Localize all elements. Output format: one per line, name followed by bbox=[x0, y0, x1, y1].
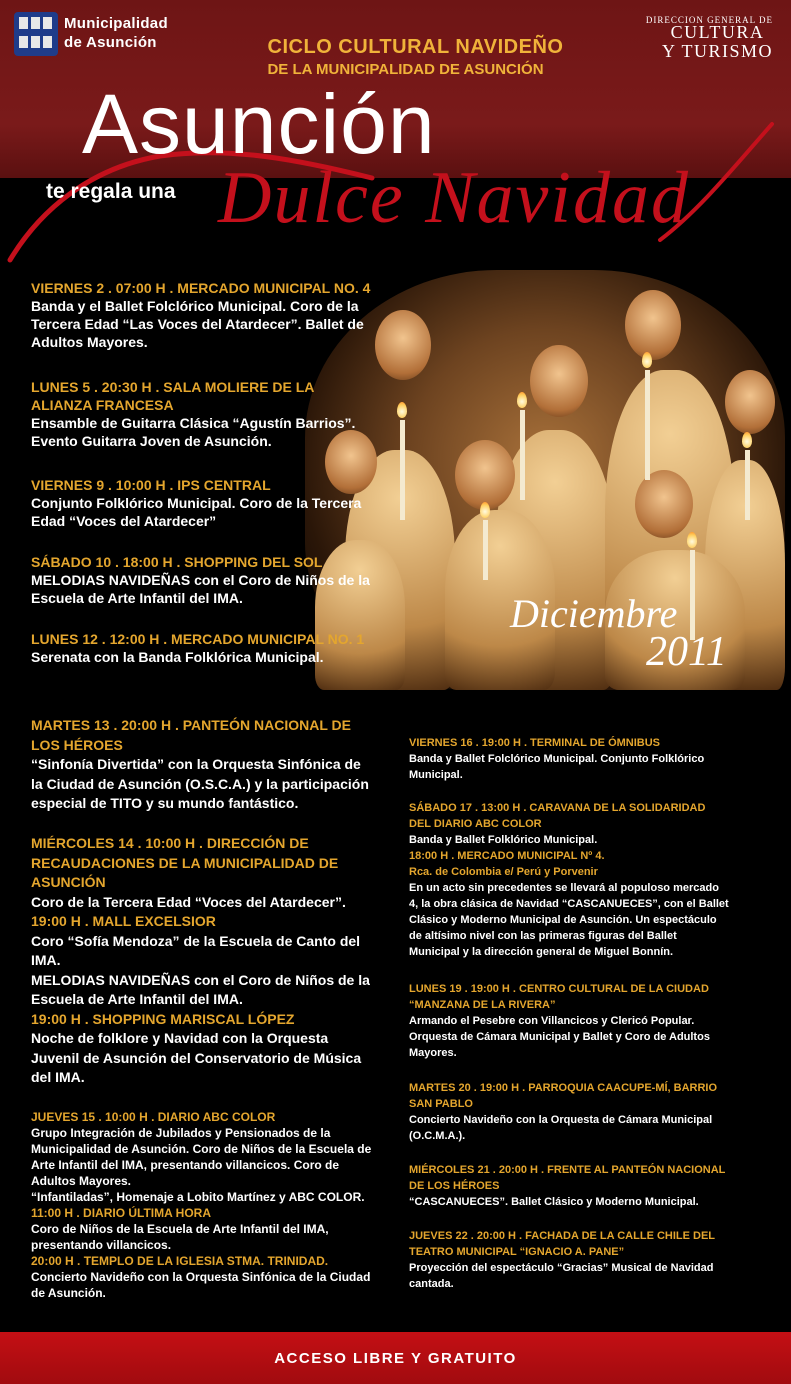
event-heading: ASUNCIÓN bbox=[31, 874, 106, 890]
event-description: Adultos Mayores. bbox=[31, 1174, 132, 1188]
date-month: Diciembre bbox=[510, 591, 678, 636]
date-year: 2011 bbox=[646, 629, 727, 675]
event-block bbox=[31, 553, 370, 607]
event-block bbox=[31, 378, 355, 450]
cycle-title: CICLO CULTURAL NAVIDEÑO bbox=[267, 36, 564, 58]
event-description: (O.C.M.A.). bbox=[409, 1130, 466, 1142]
event-heading: DEL DIARIO ABC COLOR bbox=[409, 818, 542, 830]
event-block bbox=[409, 1080, 717, 1144]
event-description: Mayores. bbox=[409, 1047, 457, 1059]
event-description: Banda y Ballet Folklórico Municipal. bbox=[409, 834, 598, 846]
event-block bbox=[31, 1109, 371, 1301]
event-heading: MIÉRCOLES 14 . 10:00 H . DIRECCIÓN DE bbox=[31, 835, 309, 851]
event-heading: 19:00 H . SHOPPING MARISCAL LÓPEZ bbox=[31, 1010, 295, 1027]
subtitle: te regala una bbox=[46, 180, 176, 203]
event-heading: TEATRO MUNICIPAL “IGNACIO A. PANE” bbox=[409, 1246, 625, 1258]
event-description: Arte Infantil del IMA, presentando villancicos. Coro de bbox=[31, 1158, 340, 1172]
event-description: “CASCANUECES”. Ballet Clásico y Moderno Municipal. bbox=[409, 1196, 699, 1208]
event-block bbox=[31, 630, 364, 666]
cycle-subtitle: DE LA MUNICIPALIDAD DE ASUNCIÓN bbox=[267, 61, 544, 78]
department-line: Y TURISMO bbox=[661, 41, 773, 61]
event-block bbox=[31, 716, 369, 814]
event-description: de altísimo nivel con las primeras figuras del Ballet bbox=[409, 930, 677, 942]
event-heading: VIERNES 16 . 19:00 H . TERMINAL DE ÓMNIBUS bbox=[409, 737, 661, 749]
municipality-line: de Asunción bbox=[64, 34, 157, 51]
event-heading: “MANZANA DE LA RIVERA” bbox=[409, 999, 556, 1011]
event-description: Orquesta de Cámara Municipal y Ballet y Coro de Adultos bbox=[409, 1031, 710, 1043]
event-block bbox=[409, 1228, 715, 1292]
main-title: Asunción bbox=[82, 77, 436, 171]
event-description: Noche de folklore y Navidad con la Orquesta bbox=[31, 1030, 329, 1046]
event-block bbox=[31, 476, 361, 530]
event-description: Municipal. bbox=[409, 769, 463, 781]
event-description: En un acto sin precedentes se llevará al populoso mercado bbox=[409, 882, 719, 894]
event-heading: DE LOS HÉROES bbox=[409, 1180, 500, 1192]
event-heading: VIERNES 9 . 10:00 H . IPS CENTRAL bbox=[31, 477, 271, 493]
event-description: “Infantiladas”, Homenaje a Lobito Martínez y ABC COLOR. bbox=[31, 1190, 365, 1204]
event-description: Proyección del espectáculo “Gracias” Musical de Navidad bbox=[409, 1262, 714, 1274]
event-description: del IMA. bbox=[31, 1069, 85, 1085]
event-description: Tercera Edad “Las Voces del Atardecer”. Ballet de bbox=[31, 316, 364, 332]
event-description: Escuela de Arte Infantil del IMA. bbox=[31, 590, 243, 606]
event-description: “Sinfonía Divertida” con la Orquesta Sinfónica de bbox=[31, 756, 361, 772]
department-name bbox=[662, 23, 773, 61]
event-description: MELODIAS NAVIDEÑAS con el Coro de Niños de la bbox=[31, 971, 370, 988]
event-description: Municipal y la dirección general de Miguel Bonnín. bbox=[409, 946, 674, 958]
event-heading: VIERNES 2 . 07:00 H . MERCADO MUNICIPAL NO. 4 bbox=[31, 280, 371, 296]
event-description: Coro de la Tercera Edad “Voces del Atardecer”. bbox=[31, 893, 346, 910]
event-heading: LUNES 12 . 12:00 H . MERCADO MUNICIPAL NO. 1 bbox=[31, 631, 365, 647]
event-heading: MIÉRCOLES 21 . 20:00 H . FRENTE AL PANTEÓN NACIONAL bbox=[409, 1164, 726, 1176]
event-description: Banda y Ballet Folclórico Municipal. Conjunto Folklórico bbox=[409, 753, 705, 765]
event-description: Banda y el Ballet Folclórico Municipal. Coro de la bbox=[31, 298, 359, 314]
event-description: IMA. bbox=[31, 952, 61, 968]
event-description: la Ciudad de Asunción (O.S.C.A.) y la participación bbox=[31, 775, 369, 792]
event-block bbox=[409, 735, 704, 783]
event-description: Concierto Navideño con la Orquesta de Cámara Municipal bbox=[409, 1114, 713, 1126]
event-description: 4, la obra clásica de Navidad “CASCANUECES”, con el Ballet bbox=[409, 898, 729, 910]
event-heading: 20:00 H . TEMPLO DE LA IGLESIA STMA. TRINIDAD. bbox=[31, 1254, 329, 1268]
event-description: presentando villancicos. bbox=[31, 1238, 172, 1252]
event-description: cantada. bbox=[409, 1278, 454, 1290]
event-heading: 19:00 H . MALL EXCELSIOR bbox=[31, 913, 216, 929]
event-description: Concierto Navideño con la Orquesta Sinfónica de la Ciudad bbox=[31, 1270, 371, 1284]
event-heading: SÁBADO 17 . 13:00 H . CARAVANA DE LA SOLIDARIDAD bbox=[409, 802, 706, 814]
event-heading: SAN PABLO bbox=[409, 1098, 473, 1110]
department-line: CULTURA bbox=[670, 22, 765, 42]
event-heading: JUEVES 15 . 10:00 H . DIARIO ABC COLOR bbox=[31, 1110, 276, 1124]
event-description: Armando el Pesebre con Villancicos y Clericó Popular. bbox=[409, 1015, 695, 1027]
event-heading: SÁBADO 10 . 18:00 H . SHOPPING DEL SOL bbox=[31, 554, 323, 570]
event-description: Juvenil de Asunción del Conservatorio de Música bbox=[31, 1049, 362, 1066]
event-heading: MARTES 20 . 19:00 H . PARROQUIA CAACUPE-MÍ, BARRIO bbox=[409, 1082, 718, 1094]
event-description: de Asunción. bbox=[31, 1286, 106, 1300]
event-heading: 11:00 H . DIARIO ÚLTIMA HORA bbox=[31, 1206, 212, 1220]
event-block bbox=[409, 981, 710, 1061]
event-heading: MARTES 13 . 20:00 H . PANTEÓN NACIONAL DE bbox=[31, 717, 351, 733]
event-heading: Rca. de Colombia e/ Perú y Porvenir bbox=[409, 866, 598, 878]
event-heading: 18:00 H . MERCADO MUNICIPAL Nº 4. bbox=[409, 850, 605, 862]
event-description: Conjunto Folklórico Municipal. Coro de la Tercera bbox=[31, 495, 362, 511]
department-label: DIRECCION GENERAL DE bbox=[645, 15, 773, 25]
event-description: Escuela de Arte Infantil del IMA. bbox=[31, 991, 243, 1007]
free-access-notice: ACCESO LIBRE Y GRATUITO bbox=[274, 1350, 517, 1367]
event-description: Serenata con la Banda Folklórica Municipal. bbox=[31, 649, 324, 665]
event-block bbox=[409, 800, 729, 960]
event-description: MELODIAS NAVIDEÑAS con el Coro de Niños de la bbox=[31, 572, 370, 588]
event-heading: ALIANZA FRANCESA bbox=[31, 397, 174, 413]
event-heading: LUNES 19 . 19:00 H . CENTRO CULTURAL DE LA CIUDAD bbox=[409, 983, 709, 995]
event-block bbox=[31, 279, 370, 351]
event-heading: LUNES 5 . 20:30 H . SALA MOLIERE DE LA bbox=[31, 379, 315, 395]
event-description: Edad “Voces del Atardecer” bbox=[31, 513, 217, 529]
event-heading: JUEVES 22 . 20:00 H . FACHADA DE LA CALLE CHILE DEL bbox=[409, 1230, 716, 1242]
event-heading: LOS HÉROES bbox=[31, 736, 123, 753]
event-description: Clásico y Moderno Municipal de Asunción. Un espectáculo bbox=[409, 914, 717, 926]
script-title: Dulce Navidad bbox=[218, 157, 690, 239]
event-block bbox=[409, 1162, 725, 1210]
event-description: Evento Guitarra Joven de Asunción. bbox=[31, 433, 272, 449]
event-block bbox=[31, 834, 370, 1088]
event-heading: RECAUDACIONES DE LA MUNICIPALIDAD DE bbox=[31, 854, 339, 871]
event-description: Municipalidad de Asunción. Coro de Niños de la Escuela de bbox=[31, 1142, 372, 1156]
event-description: Coro “Sofía Mendoza” de la Escuela de Canto del bbox=[31, 932, 361, 949]
event-description: Coro de Niños de la Escuela de Arte Infantil del IMA, bbox=[31, 1222, 329, 1236]
event-description: Adultos Mayores. bbox=[31, 334, 148, 350]
municipality-line: Municipalidad bbox=[64, 15, 168, 32]
event-description: especial de TITO y su mundo fantástico. bbox=[31, 795, 299, 811]
event-description: Grupo Integración de Jubilados y Pensionados de la bbox=[31, 1126, 331, 1140]
event-description: Ensamble de Guitarra Clásica “Agustín Barrios”. bbox=[31, 415, 356, 431]
